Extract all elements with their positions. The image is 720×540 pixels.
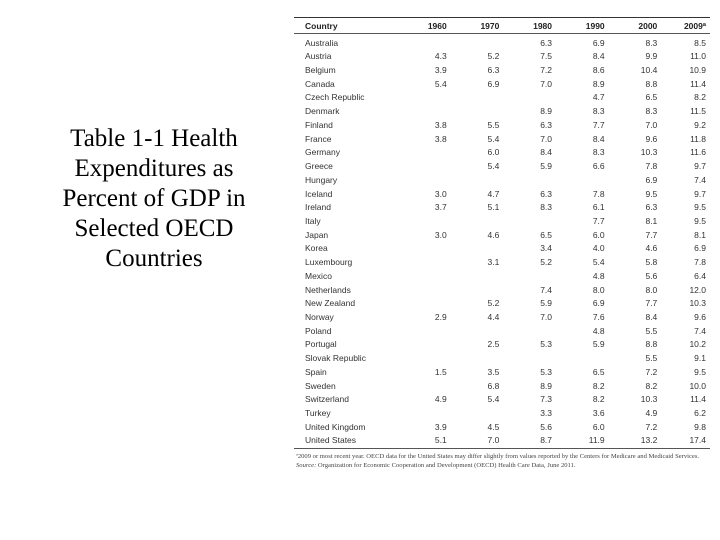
value-cell: 7.8: [694, 257, 706, 268]
column-header-1960: 1960: [427, 20, 447, 31]
value-cell: [394, 105, 447, 119]
value-cell: 7.6: [592, 311, 605, 322]
value-cell: 4.8: [592, 270, 605, 281]
value-cell: 7.7: [592, 215, 605, 226]
source-note: [296, 461, 706, 471]
value-cell: 8.1: [645, 215, 658, 226]
column-header-1970: 1970: [480, 20, 500, 31]
value-cell: [447, 352, 500, 366]
value-cell: 11.4: [690, 78, 706, 89]
table-row: [294, 283, 710, 297]
value-cell: 8.9: [540, 380, 553, 391]
value-cell: 9.5: [694, 202, 706, 213]
value-cell: 5.8: [645, 257, 658, 268]
value-cell: 6.9: [592, 37, 605, 48]
country-cell: Hungary: [305, 174, 338, 185]
value-cell: 4.4: [487, 311, 500, 322]
value-cell: 3.1: [487, 257, 500, 268]
value-cell: 6.3: [487, 65, 500, 76]
value-cell: 6.3: [540, 37, 553, 48]
value-cell: 5.9: [540, 298, 553, 309]
slide-title: Table 1-1 Health Expenditures as Percent of GDP in Selected OECD Countries: [62, 125, 246, 272]
value-cell: 8.8: [645, 78, 658, 89]
value-cell: 5.1: [434, 435, 447, 446]
value-cell: 3.3: [540, 408, 553, 419]
value-cell: 6.3: [540, 119, 553, 130]
value-cell: 3.6: [592, 408, 605, 419]
value-cell: 7.2: [645, 421, 658, 432]
value-cell: 7.0: [645, 119, 658, 130]
table-row: [294, 77, 710, 91]
value-cell: [394, 379, 447, 393]
column-header-1990: 1990: [585, 20, 605, 31]
table-row: [294, 91, 710, 105]
table-header-row: [294, 18, 710, 34]
value-cell: 7.0: [487, 435, 500, 446]
value-cell: 10.3: [640, 147, 658, 158]
value-cell: 5.2: [487, 51, 500, 62]
value-cell: 6.0: [592, 421, 605, 432]
value-cell: 5.1: [487, 202, 500, 213]
value-cell: 7.8: [592, 188, 605, 199]
value-cell: 3.8: [434, 119, 447, 130]
value-cell: 3.0: [434, 229, 447, 240]
value-cell: 4.3: [434, 51, 447, 62]
value-cell: [394, 256, 447, 270]
country-cell: Norway: [305, 311, 334, 322]
value-cell: [499, 173, 552, 187]
value-cell: 7.4: [694, 325, 706, 336]
value-cell: 9.5: [645, 188, 658, 199]
country-cell: Belgium: [305, 65, 336, 76]
country-cell: Finland: [305, 119, 333, 130]
value-cell: 2.9: [434, 311, 447, 322]
value-cell: 8.4: [592, 133, 605, 144]
source-text: Organization for Economic Cooperation and Development (OECD) Health Care Data, June 2011.: [316, 462, 576, 470]
value-cell: 7.0: [540, 133, 553, 144]
value-cell: 6.9: [694, 243, 706, 254]
table-body: [294, 34, 710, 449]
value-cell: 5.3: [540, 339, 553, 350]
column-header-2000: 2000: [638, 20, 658, 31]
value-cell: 6.5: [592, 366, 605, 377]
value-cell: 5.5: [645, 325, 658, 336]
country-cell: Korea: [305, 243, 328, 254]
value-cell: 5.4: [487, 133, 500, 144]
table-row: [294, 105, 710, 119]
value-cell: 7.5: [540, 51, 553, 62]
value-cell: 8.3: [592, 106, 605, 117]
value-cell: 3.5: [487, 366, 500, 377]
value-cell: 7.8: [645, 161, 658, 172]
value-cell: [447, 406, 500, 420]
table-row: [294, 146, 710, 160]
value-cell: [499, 91, 552, 105]
footnote: ª2009 or most recent year. OECD data for the United States may differ slightly from values reported by the Centers for Medicare and Medicaid Services.: [296, 452, 700, 460]
value-cell: 6.8: [487, 380, 500, 391]
value-cell: 8.7: [540, 435, 553, 446]
value-cell: [394, 324, 447, 338]
value-cell: 7.7: [645, 298, 658, 309]
value-cell: 6.2: [694, 408, 706, 419]
value-cell: [447, 34, 500, 50]
country-cell: Greece: [305, 161, 333, 172]
value-cell: 5.5: [487, 119, 500, 130]
value-cell: [447, 173, 500, 187]
value-cell: 5.4: [487, 161, 500, 172]
value-cell: 8.2: [645, 380, 658, 391]
table-row: [294, 365, 710, 379]
value-cell: 3.4: [540, 243, 553, 254]
value-cell: [394, 269, 447, 283]
country-cell: United States: [305, 435, 357, 446]
value-cell: 10.3: [640, 394, 658, 405]
country-cell: Austria: [305, 51, 332, 62]
country-cell: Luxembourg: [305, 257, 353, 268]
value-cell: 7.0: [540, 78, 553, 89]
value-cell: 9.8: [694, 421, 706, 432]
value-cell: [499, 214, 552, 228]
country-cell: Canada: [305, 78, 335, 89]
table-row: [294, 132, 710, 146]
table-row: [294, 406, 710, 420]
value-cell: [499, 352, 552, 366]
table-row: [294, 201, 710, 215]
value-cell: 8.1: [694, 229, 706, 240]
value-cell: 8.3: [592, 147, 605, 158]
table-row: [294, 159, 710, 173]
value-cell: [394, 352, 447, 366]
table-row: [294, 420, 710, 434]
table-row: [294, 310, 710, 324]
table-row: [294, 297, 710, 311]
value-cell: 6.3: [540, 188, 553, 199]
value-cell: 7.4: [540, 284, 553, 295]
country-cell: New Zealand: [305, 298, 356, 309]
value-cell: 3.9: [434, 65, 447, 76]
value-cell: 6.9: [592, 298, 605, 309]
value-cell: 7.2: [540, 65, 553, 76]
country-cell: United Kingdom: [305, 421, 366, 432]
value-cell: 11.6: [690, 147, 706, 158]
value-cell: 8.2: [592, 380, 605, 391]
value-cell: 3.9: [434, 421, 447, 432]
value-cell: 11.5: [690, 106, 706, 117]
value-cell: 9.6: [694, 311, 706, 322]
value-cell: 9.9: [645, 51, 658, 62]
table-row: [294, 256, 710, 270]
value-cell: 8.4: [540, 147, 553, 158]
column-header-2009: 2009ª: [683, 20, 706, 31]
value-cell: 8.8: [645, 339, 658, 350]
value-cell: 5.4: [434, 78, 447, 89]
value-cell: 6.1: [592, 202, 605, 213]
value-cell: 9.6: [645, 133, 658, 144]
value-cell: 4.6: [487, 229, 500, 240]
column-header-country: Country: [305, 20, 338, 31]
value-cell: 3.7: [434, 202, 447, 213]
value-cell: 5.6: [540, 421, 553, 432]
value-cell: 8.5: [694, 37, 706, 48]
value-cell: 6.0: [592, 229, 605, 240]
country-cell: Czech Republic: [305, 92, 365, 103]
value-cell: 12.0: [689, 284, 706, 295]
value-cell: 10.4: [640, 65, 658, 76]
value-cell: 13.2: [640, 435, 658, 446]
value-cell: [394, 338, 447, 352]
table-row: [294, 242, 710, 256]
value-cell: 6.3: [645, 202, 658, 213]
value-cell: [394, 406, 447, 420]
value-cell: [447, 324, 500, 338]
value-cell: 6.4: [694, 270, 706, 281]
value-cell: 9.7: [694, 188, 706, 199]
table-row: [294, 173, 710, 187]
value-cell: 1.5: [434, 366, 447, 377]
value-cell: 5.2: [540, 257, 553, 268]
value-cell: 5.4: [487, 394, 500, 405]
health-expenditure-table: [294, 17, 710, 449]
country-cell: Japan: [305, 229, 329, 240]
country-cell: Turkey: [305, 408, 331, 419]
value-cell: 6.5: [540, 229, 553, 240]
value-cell: 4.0: [592, 243, 605, 254]
country-cell: Spain: [305, 366, 327, 377]
value-cell: 8.3: [540, 202, 553, 213]
table-row: [294, 187, 710, 201]
value-cell: 7.7: [592, 119, 605, 130]
value-cell: 10.3: [689, 298, 706, 309]
value-cell: 8.3: [645, 37, 658, 48]
value-cell: 11.9: [588, 435, 605, 446]
value-cell: [447, 242, 500, 256]
value-cell: [394, 242, 447, 256]
country-cell: Italy: [305, 215, 321, 226]
value-cell: [447, 91, 500, 105]
country-cell: Portugal: [305, 339, 337, 350]
table-row: [294, 63, 710, 77]
value-cell: 4.8: [592, 325, 605, 336]
table-row: [294, 434, 710, 448]
table-row: [294, 50, 710, 64]
value-cell: 11.0: [690, 51, 706, 62]
table-row: [294, 269, 710, 283]
country-cell: Switzerland: [305, 394, 349, 405]
value-cell: 5.5: [645, 353, 658, 364]
table-row: [294, 118, 710, 132]
country-cell: Denmark: [305, 106, 340, 117]
country-cell: Slovak Republic: [305, 353, 366, 364]
table-row: [294, 34, 710, 50]
value-cell: [552, 173, 605, 187]
country-cell: Mexico: [305, 270, 332, 281]
value-cell: 10.2: [689, 339, 706, 350]
value-cell: 7.7: [645, 229, 658, 240]
value-cell: [447, 105, 500, 119]
value-cell: [394, 297, 447, 311]
value-cell: 4.6: [645, 243, 658, 254]
value-cell: [447, 283, 500, 297]
table-row: [294, 379, 710, 393]
table-row: [294, 324, 710, 338]
value-cell: 8.0: [645, 284, 658, 295]
source-label: Source:: [296, 462, 317, 470]
value-cell: 8.9: [540, 106, 553, 117]
value-cell: [394, 146, 447, 160]
value-cell: 8.3: [645, 106, 658, 117]
country-cell: Ireland: [305, 202, 331, 213]
value-cell: 5.9: [540, 161, 553, 172]
value-cell: [499, 269, 552, 283]
value-cell: [499, 324, 552, 338]
value-cell: 8.2: [694, 92, 706, 103]
country-cell: Iceland: [305, 188, 333, 199]
value-cell: 4.7: [592, 92, 605, 103]
value-cell: 4.7: [487, 188, 500, 199]
value-cell: 6.5: [645, 92, 658, 103]
value-cell: 10.0: [689, 380, 706, 391]
value-cell: 8.0: [592, 284, 605, 295]
value-cell: 4.9: [645, 408, 658, 419]
table-row: [294, 393, 710, 407]
value-cell: 8.4: [645, 311, 658, 322]
country-cell: Sweden: [305, 380, 336, 391]
value-cell: [552, 352, 605, 366]
value-cell: 6.6: [592, 161, 605, 172]
value-cell: 11.4: [690, 394, 706, 405]
value-cell: 17.4: [689, 435, 706, 446]
value-cell: [447, 214, 500, 228]
value-cell: [394, 283, 447, 297]
value-cell: 6.0: [487, 147, 500, 158]
value-cell: 5.6: [645, 270, 658, 281]
value-cell: 2.5: [487, 339, 500, 350]
value-cell: 3.0: [434, 188, 447, 199]
value-cell: 4.9: [434, 394, 447, 405]
value-cell: 9.5: [694, 366, 706, 377]
value-cell: 4.5: [487, 421, 500, 432]
table-figure: [294, 17, 714, 471]
table-row: [294, 214, 710, 228]
value-cell: 5.3: [540, 366, 553, 377]
table-notes: [294, 452, 706, 471]
value-cell: 9.7: [694, 161, 706, 172]
country-cell: France: [305, 133, 332, 144]
country-cell: Germany: [305, 147, 340, 158]
table-row: [294, 338, 710, 352]
value-cell: 7.0: [540, 311, 553, 322]
value-cell: [394, 214, 447, 228]
value-cell: 11.8: [690, 133, 706, 144]
country-cell: Netherlands: [305, 284, 351, 295]
value-cell: 6.9: [487, 78, 500, 89]
table-row: [294, 352, 710, 366]
value-cell: 5.2: [487, 298, 500, 309]
value-cell: 10.9: [689, 65, 706, 76]
value-cell: 8.4: [592, 51, 605, 62]
country-cell: Australia: [305, 37, 339, 48]
value-cell: [447, 269, 500, 283]
value-cell: 8.6: [592, 65, 605, 76]
value-cell: 5.9: [592, 339, 605, 350]
value-cell: 7.4: [694, 174, 706, 185]
value-cell: [394, 91, 447, 105]
value-cell: 6.9: [645, 174, 658, 185]
value-cell: 9.5: [694, 215, 706, 226]
value-cell: [394, 173, 447, 187]
value-cell: 5.4: [592, 257, 605, 268]
value-cell: 7.3: [540, 394, 553, 405]
value-cell: 3.8: [434, 133, 447, 144]
country-cell: Poland: [305, 325, 332, 336]
value-cell: 8.9: [592, 78, 605, 89]
value-cell: 8.2: [592, 394, 605, 405]
column-header-1980: 1980: [533, 20, 553, 31]
value-cell: 9.2: [694, 119, 706, 130]
value-cell: [394, 159, 447, 173]
value-cell: 7.2: [645, 366, 658, 377]
table-row: [294, 228, 710, 242]
value-cell: 9.1: [694, 353, 706, 364]
value-cell: [394, 34, 447, 50]
